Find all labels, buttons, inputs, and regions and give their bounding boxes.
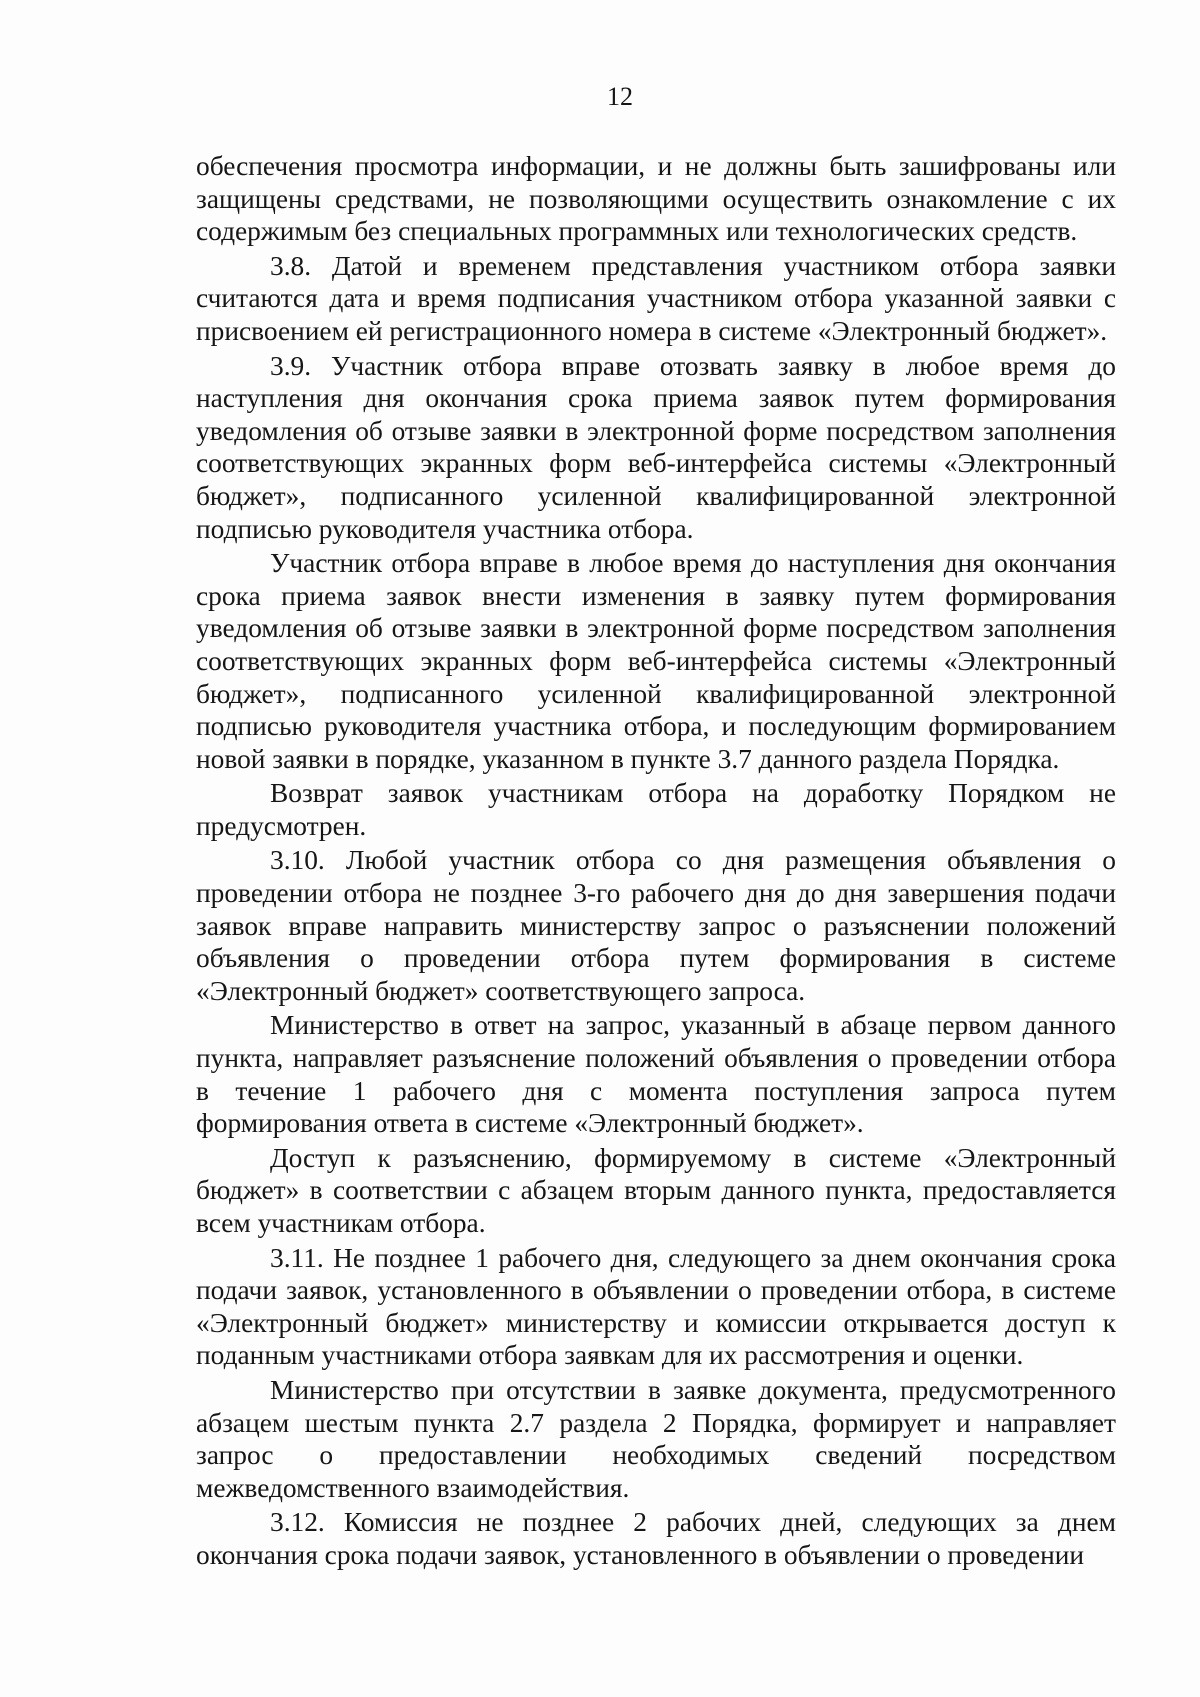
- paragraph-3-10-access: Доступ к разъяснению, формируемому в системе «Электронный бюджет» в соответствии с абзацем вторым данного пункта, предоставляется всем участникам отбора.: [196, 1142, 1116, 1238]
- paragraph-3-8: 3.8. Датой и временем представления участником отбора заявки считаются дата и время подписания участником отбора указанной заявки с присвоением ей регистрационного номера в системе «Электронный бюджет».: [196, 250, 1116, 346]
- paragraph-3-12: 3.12. Комиссия не позднее 2 рабочих дней, следующих за днем окончания срока подачи заявок, установленного в объявлении о проведении: [196, 1507, 1116, 1570]
- paragraph-3-9: 3.9. Участник отбора вправе отозвать заявку в любое время до наступления дня окончания срока приема заявок путем формирования уведомления об отзыве заявки в электронной форме посредством заполнения соответствующих экранных форм веб-интерфейса системы «Электронный бюджет», подписанного усиленной квалифицированной электронной подписью руководителя участника отбора.: [196, 350, 1116, 544]
- paragraph-3-10-response: Министерство в ответ на запрос, указанный в абзаце первом данного пункта, направляет разъяснение положений объявления о проведении отбора в течение 1 рабочего дня с момента поступления запроса путем формирования ответа в системе «Электронный бюджет».: [196, 1010, 1116, 1139]
- paragraph-3-11: 3.11. Не позднее 1 рабочего дня, следующего за днем окончания срока подачи заявок, установленного в объявлении о проведении отбора, в системе «Электронный бюджет» министерству и комиссии открывается доступ к поданным участниками отбора заявкам для их рассмотрения и оценки.: [196, 1242, 1116, 1371]
- document-body: [196, 150, 1116, 1574]
- paragraph-3-11-request: Министерство при отсутствии в заявке документа, предусмотренного абзацем шестым пункта 2.7 раздела 2 Порядка, формирует и направляет запрос о предоставлении необходимых сведений посредством межведомственного взаимодействия.: [196, 1374, 1116, 1503]
- paragraph-3-10: 3.10. Любой участник отбора со дня размещения объявления о проведении отбора не позднее 3-го рабочего дня до дня завершения подачи заявок вправе направить министерству запрос о разъяснении положений объявления о проведении отбора путем формирования в системе «Электронный бюджет» соответствующего запроса.: [196, 845, 1116, 1006]
- page-number: 12: [607, 82, 633, 111]
- paragraph-3-9-return: Возврат заявок участникам отбора на доработку Порядком не предусмотрен.: [196, 778, 1116, 841]
- paragraph-continuation: обеспечения просмотра информации, и не должны быть зашифрованы или защищены средствами, не позволяющими осуществить ознакомление с их содержимым без специальных программных или технологических средств.: [196, 151, 1116, 247]
- paragraph-3-9-changes: Участник отбора вправе в любое время до наступления дня окончания срока приема заявок внести изменения в заявку путем формирования уведомления об отзыве заявки в электронной форме посредством заполнения соответствующих экранных форм веб-интерфейса системы «Электронный бюджет», подписанного усиленной квалифицированной электронной подписью руководителя участника отбора, и последующим формированием новой заявки в порядке, указанном в пункте 3.7 данного раздела Порядка.: [196, 548, 1116, 774]
